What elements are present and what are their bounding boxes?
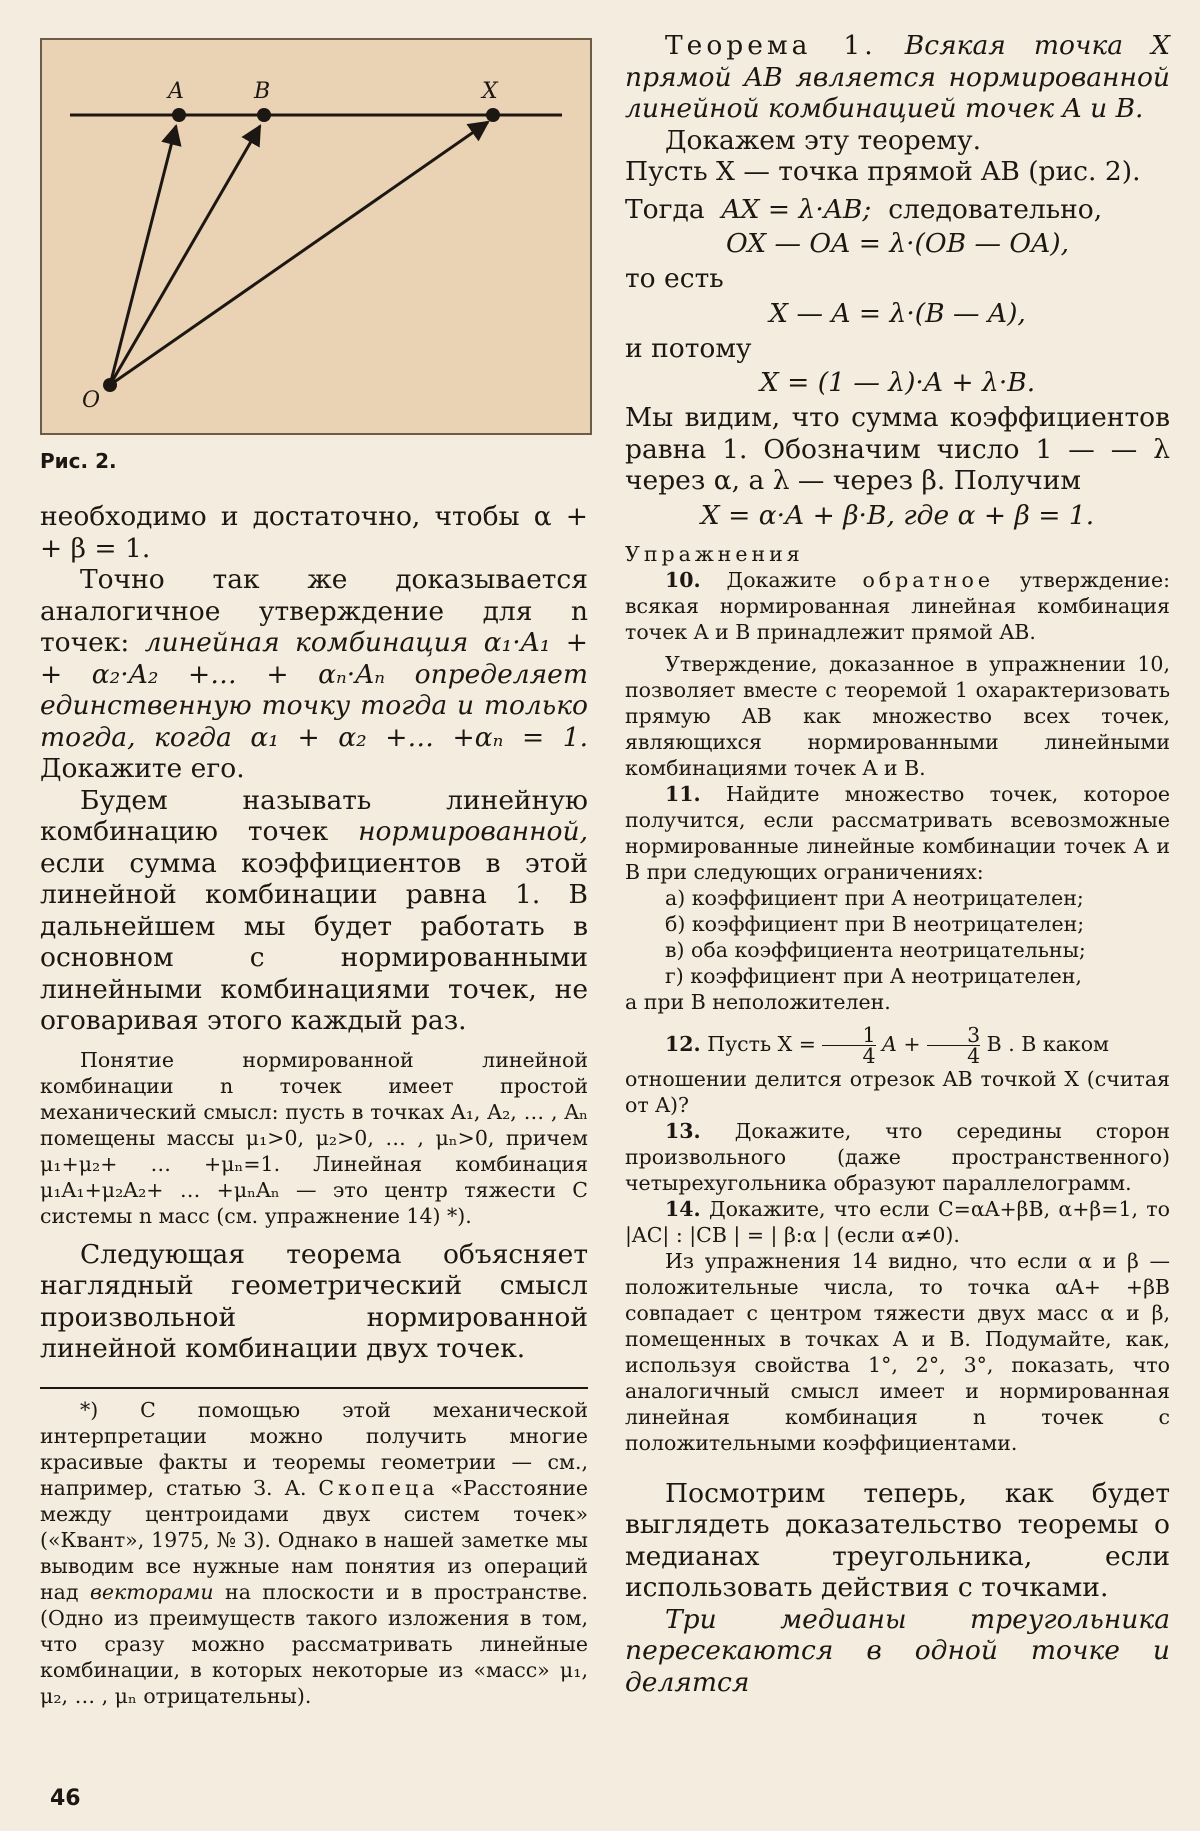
text-run: B . В каком [986,1031,1109,1056]
paragraph-n-points [40,564,588,785]
spacer [625,1456,1170,1478]
paragraph-definition [40,785,588,1037]
that-is: то есть [625,263,724,294]
exercise-number: 11. [665,781,701,806]
exercise-11-item-d: г) коэффициент при A неотрицателен, [665,963,1082,988]
exercise-number: 13. [665,1118,701,1143]
text-run: Пусть X = [707,1031,816,1056]
fraction-denominator: 4 [967,1043,981,1068]
label-o: O [82,388,101,413]
text-run: Будем называть линейную комбинацию точек [40,784,588,847]
formula-x: X = (1 — λ)·A + λ·B. [759,367,1036,398]
exercise-11-tail: а при B неположителен. [625,989,891,1014]
spaced-author: Скопеца [318,1475,439,1500]
footnote-divider [40,1387,588,1389]
text-run: Точно так же доказывается аналогичное утверждение для n точек: [40,564,588,658]
text-run: «Расстояние между центроидами двух систем точек» («Квант», 1975, № 3). Однако в нашей заметке мы выводим все нужные нам понятия из операций над [40,1475,588,1604]
label-b: B [254,79,271,104]
exercise-12-question: отношении делится отрезок AB точкой X (считая от A)? [625,1066,1170,1117]
exercise-14 [625,1196,1170,1248]
right-column [625,30,1170,1698]
text-run: *) С помощью этой механической интерпретации можно получить многие красивые факты и теоремы геометрии — см., например, статью З. А. [40,1397,588,1500]
theorem-statement: Всякая точка X прямой AB является нормированной линейной комбинацией точек A и B. [625,30,1170,124]
exercise-12 [625,1022,1170,1068]
fraction-3-4 [927,1022,981,1068]
let-line: Пусть X — точка прямой AB (рис. 2). [625,156,1141,187]
page-number: 46 [50,1786,81,1811]
fraction-denominator: 4 [862,1043,876,1068]
then-line [625,194,1170,226]
paragraph-mechanics: Понятие нормированной линейной комбинации n точек имеет простой механический смысл: пусть в точках A₁, A₂, … , Aₙ помещены массы μ₁>0, μ₂>0, … , μₙ>0, причем μ₁+μ₂+ … +μₙ=1. Линейная комбинация μ₁A₁+μ₂A₂+ … +μₙAₙ — это центр тяжести C системы n масс (см. упражнение 14) *). [40,1047,588,1228]
formula-ax: AX = λ·AB; [721,193,872,225]
theorem-1 [625,30,1170,125]
text-run: Докажите [726,567,837,592]
figure-caption: Рис. 2. [40,449,117,473]
and-so: и потому [625,332,752,364]
paragraph-condition: необходимо и достаточно, чтобы α + + β = 1. [40,501,588,564]
prove-line: Докажем эту теорему. [665,124,982,156]
italic-term: нормированной, [358,816,588,847]
figure-2 [40,38,592,435]
text-run: Докажите его. [40,753,245,784]
text-run: утверждение: всякая нормированная линейная комбинация точек A и B принадлежит прямой AB. [625,567,1170,644]
text-run: A + [882,1031,921,1056]
paragraph-sum: Мы видим, что сумма коэффициентов равна 1. Обозначим число 1 — — λ через α, а λ — через β. Получим [625,402,1170,496]
spaced-word: обратное [862,567,994,592]
exercise-number: 12. [665,1031,701,1056]
text-run: Тогда [625,193,705,225]
spacer [40,1037,588,1047]
spacer [40,1229,588,1239]
theorem-label: Теорема 1. [665,30,877,61]
exercise-11-item-b: б) коэффициент при B неотрицателен; [665,911,1085,936]
left-column [40,38,588,1709]
text-run: следовательно, [888,193,1103,225]
exercise-13 [625,1118,1170,1196]
point-b [257,108,271,122]
text-run: Найдите множество точек, которое получится, если рассматривать всевозможные нормированные линейные комбинации точек A и B при следующих ограничениях: [625,781,1170,884]
label-x: X [482,79,498,104]
fraction-numerator: 3 [927,1025,980,1046]
text-run: Докажите, что середины сторон произвольного (даже пространственного) четырехугольника образуют параллелограмм. [625,1118,1170,1195]
figure-2-diagram [42,40,590,433]
italic-statement: линейная комбинация α₁·A₁ + + α₂·A₂ +… + αₙ·Aₙ определяет единственную точку тогда и только тогда, когда α₁ + α₂ +… +αₙ = 1. [40,627,588,753]
exercise-11 [625,781,1170,885]
text-run: если сумма коэффициентов в этой линейной комбинации равна 1. В дальнейшем мы будет работать в основном с нормированными линейными комбинациями точек, не оговаривая этого каждый раз. [40,847,588,1036]
exercise-11-item-a: а) коэффициент при A неотрицателен; [665,885,1084,910]
point-a [172,108,186,122]
footnote [40,1397,588,1709]
formula-points: X — A = λ·(B — A), [769,297,1026,329]
label-a: A [168,79,184,104]
paragraph-medians: Посмотрим теперь, как будет выглядеть доказательство теоремы о медианах треугольника, если использовать действия с точками. [625,1477,1170,1603]
vector-ob [110,126,260,385]
exercise-number: 10. [665,567,701,592]
paragraph-medians-theorem: Три медианы треугольника пересекаются в одной точке и делятся [625,1603,1170,1698]
paragraph-next-theorem: Следующая теорема объясняет наглядный геометрический смысл произвольной нормированной линейной комбинации двух точек. [40,1238,588,1364]
exercises-title: Упражнения [625,541,804,566]
fraction-numerator: 1 [822,1025,875,1046]
exercise-11-item-c: в) оба коэффициента неотрицательны; [665,937,1086,962]
fraction-1-4 [822,1022,876,1068]
point-x [486,108,500,122]
exercise-number: 14. [665,1196,701,1221]
formula-final: X = α·A + β·B, где α + β = 1. [700,499,1095,531]
text-run: Докажите, что если C=αA+βB, α+β=1, то |AC| : |CB | = | β:α | (если α≠0). [625,1196,1170,1247]
italic-word: векторами [89,1579,214,1604]
formula-vectors: OX — OA = λ·(OB — OA), [725,228,1070,259]
exercise-14-note: Из упражнения 14 видно, что если α и β — положительные числа, то точка αA+ +βB совпадает с центром тяжести двух масс α и β, помещенных в точках A и B. Подумайте, как, используя свойства 1°, 2°, 3°, показать, что аналогичный смысл имеет и нормированная линейная комбинация n точек с положительными коэффициентами. [625,1248,1170,1455]
text-run: на плоскости и в пространстве. (Одно из преимуществ такого изложения в том, что сразу можно рассматривать линейные комбинации, в которых некоторые из «масс» μ₁, μ₂, … , μₙ отрицательны). [40,1579,588,1708]
exercise-10-note: Утверждение, доказанное в упражнении 10, позволяет вместе с теоремой 1 охарактеризовать прямую AB как множество всех точек, являющихся нормированными линейными комбинациями точек A и B. [625,651,1170,780]
exercise-10 [625,567,1170,645]
point-o [103,378,117,392]
